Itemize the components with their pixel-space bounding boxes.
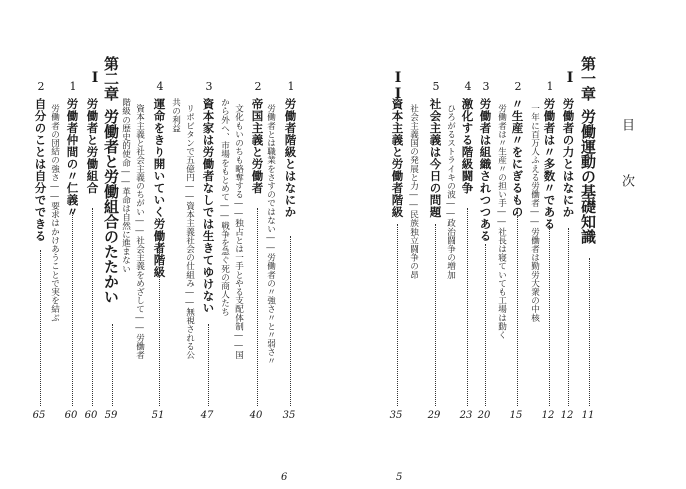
section-1-1-subtitle: 一年に百万人ふえる労働者――労働者は勤労大衆の中核 [529, 104, 540, 322]
section-2-3-number: 3 [205, 80, 213, 93]
chapter-1-leader [589, 258, 590, 406]
section-2-4-title: 運命をきり開いていく労働者階級 [152, 98, 167, 278]
section-2-1-page: 35 [282, 410, 296, 421]
section-2-4-number: 4 [156, 80, 164, 93]
section-2-3-leader [208, 324, 209, 406]
section-1-5-page: 29 [427, 410, 441, 421]
section-1-5-title: 社会主義は今日の問題 [428, 98, 443, 218]
chapter-2-title: 労働者と労働組合のたたかい [102, 109, 120, 304]
part-2-1-page: 60 [84, 410, 98, 421]
chapter-1-heading [580, 56, 595, 244]
section-3-1-leader [72, 212, 73, 406]
section-2-2-leader [257, 208, 258, 406]
section-1-1-page: 12 [541, 410, 555, 421]
section-1-4-number: 4 [464, 80, 472, 93]
chapter-1-page: 11 [581, 410, 595, 421]
section-1-1-number: 1 [546, 80, 554, 93]
section-2-4-leader [159, 240, 160, 406]
section-1-5-number: 5 [432, 80, 440, 93]
section-2-2-number: 2 [254, 80, 262, 93]
section-1-2-title: 〃生産〃をにぎるもの [510, 98, 525, 218]
section-3-1-number: 1 [69, 80, 77, 93]
section-1-4-leader [467, 208, 468, 406]
part-2-1-numeral: I [87, 70, 103, 86]
section-2-3-title: 資本家は労働者なしでは生きてゆけない [201, 98, 216, 314]
chapter-2-leader [112, 324, 113, 406]
section-2-1-number: 1 [287, 80, 295, 93]
section-2-3-page: 47 [200, 410, 214, 421]
section-1-2-number: 2 [514, 80, 522, 93]
section-2-4-subtitle-2: 階級の歴史的使命――革命は自然に進まない [120, 98, 131, 273]
section-2-4-subtitle-1: 資本主義と社会主義のちがい――社会主義をめざして――労働者 [134, 104, 145, 359]
section-3-2-leader [40, 250, 41, 406]
right-page-folio: 5 [396, 472, 403, 483]
section-2-1-leader [290, 236, 291, 406]
part-2-1-leader [92, 208, 93, 406]
part-2-title: 資本主義と労働者階級 [390, 98, 405, 218]
part-2-leader [397, 224, 398, 406]
section-1-3-page: 20 [477, 410, 491, 421]
section-2-1-subtitle: 労働者とは職業をさすのではない――労働者の〃強さ〃と〃弱さ〃 [265, 104, 276, 365]
part-2-numeral: II [390, 70, 406, 102]
section-1-5-subtitle: 社会主義国の発展と力――民族独立闘争の昂 [408, 104, 419, 279]
section-3-1-subtitle: 労働者の団結の強さ――要求はかけあうことで実を結ぶ [49, 104, 60, 322]
section-2-2-subtitle-2: から外へ、市場をもとめて――戦争を急ぐ死の商人たち [219, 98, 230, 316]
section-1-3-leader [485, 244, 486, 406]
section-1-3-number: 3 [482, 80, 490, 93]
section-2-1-title: 労働者階級とはなにか [283, 98, 298, 218]
part-1-leader [568, 228, 569, 406]
part-1-title: 労働者の力とはなにか [561, 98, 576, 218]
part-1-numeral: I [562, 70, 578, 86]
toc-title: 目 次 [619, 118, 634, 201]
section-3-2-page: 65 [32, 410, 46, 421]
section-3-2-title: 自分のことは自分でできる [33, 98, 48, 242]
section-1-4-subtitle: ひろがるストライキの波――政治闘争の増加 [445, 104, 456, 279]
section-2-4-page: 51 [151, 410, 165, 421]
part-1-page: 12 [560, 410, 574, 421]
chapter-1-label: 第一章 [579, 56, 597, 101]
section-1-4-page: 23 [459, 410, 473, 421]
chapter-1-title: 労働運動の基礎知識 [579, 109, 597, 244]
section-2-3-subtitle-1: リポビタンで五億円――資本主義社会の仕組み――無視される公 [184, 104, 195, 359]
section-2-2-page: 40 [249, 410, 263, 421]
section-2-2-subtitle-1: 文化もいのちも略奪する――独占とは一手とやる支配体制――国 [233, 104, 244, 359]
part-2-page: 35 [389, 410, 403, 421]
section-1-5-leader [435, 224, 436, 406]
section-1-1-leader [549, 222, 550, 406]
section-3-2-number: 2 [37, 80, 45, 93]
chapter-2-heading [103, 56, 118, 304]
chapter-2-page: 59 [104, 410, 118, 421]
section-1-4-title: 激化する階級闘争 [460, 98, 475, 194]
section-2-3-subtitle-2: 共の利益 [170, 98, 181, 133]
part-2-1-title: 労働者と労働組合 [85, 98, 100, 194]
section-3-1-page: 60 [64, 410, 78, 421]
section-3-1-title: 労働者仲間の〃仁義〃 [65, 98, 80, 218]
section-1-2-page: 15 [509, 410, 523, 421]
section-1-1-title: 労働者は〃多数〃である [542, 98, 557, 230]
section-2-2-title: 帝国主義と労働者 [250, 98, 265, 194]
chapter-2-label: 第二章 [102, 56, 120, 101]
section-1-3-title: 労働者は組織されつつある [478, 98, 493, 242]
section-1-2-leader [517, 212, 518, 406]
left-page-folio: 6 [281, 472, 288, 483]
section-1-2-subtitle: 労働者は〃生産〃の担い手――社長は寝ていても工場は動く [496, 104, 507, 339]
